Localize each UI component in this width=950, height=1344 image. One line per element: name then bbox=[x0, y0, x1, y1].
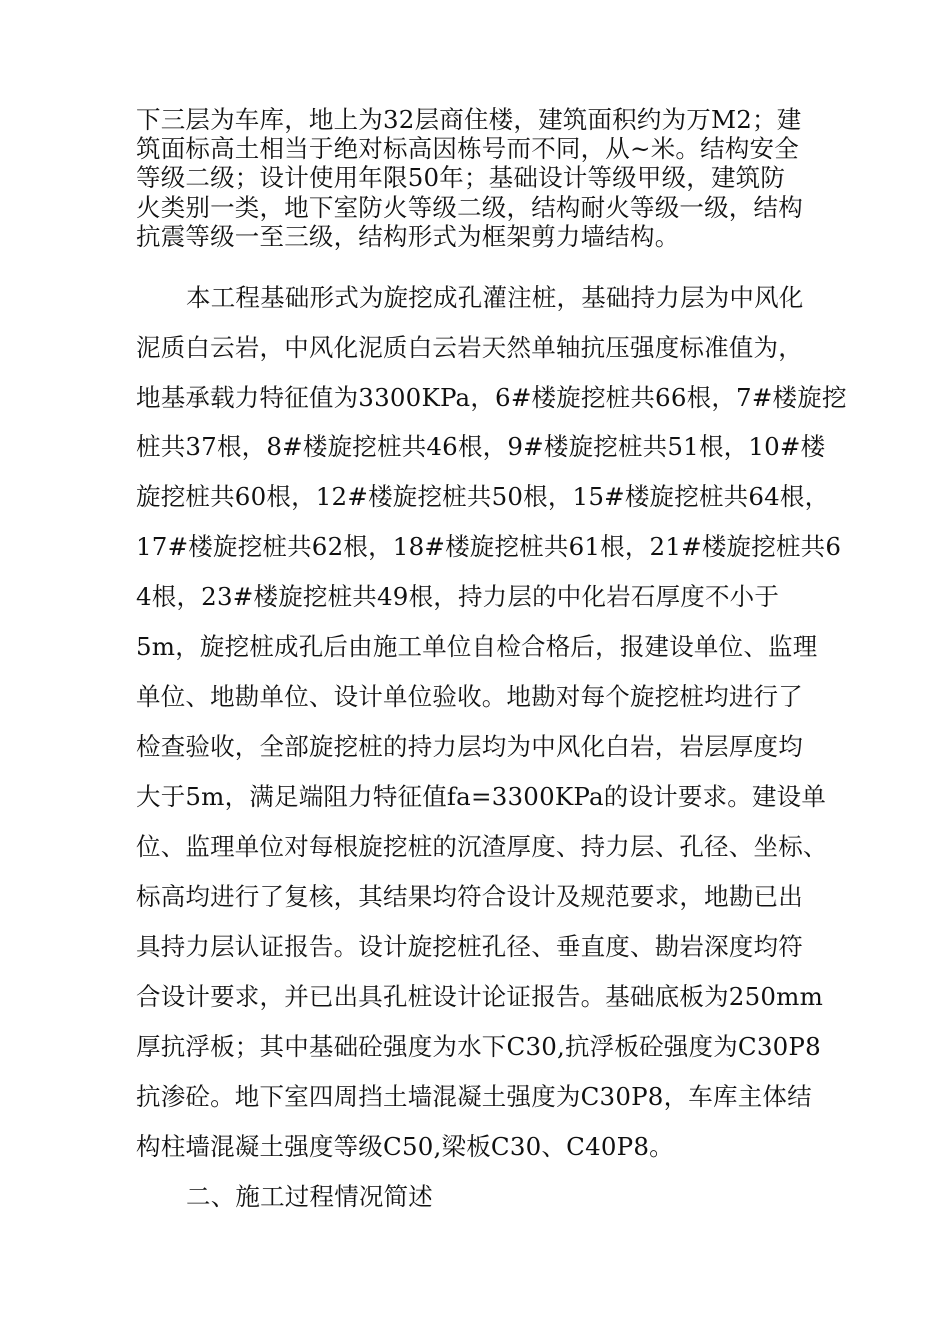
paragraph-line: 抗渗砼。地下室四周挡土墙混凝土强度为C30P8，车库主体结 bbox=[136, 1082, 812, 1111]
paragraph-line: 下三层为车库，地上为32层商住楼，建筑面积约为万M2；建 bbox=[136, 105, 802, 134]
paragraph-line: 抗震等级一至三级，结构形式为框架剪力墙结构。 bbox=[136, 222, 680, 251]
paragraph-line: 厚抗浮板；其中基础砼强度为水下C30,抗浮板砼强度为C30P8 bbox=[136, 1032, 821, 1061]
paragraph-line: 旋挖桩共60根，12#楼旋挖桩共50根，15#楼旋挖桩共64根， bbox=[136, 482, 830, 511]
paragraph-line: 检查验收，全部旋挖桩的持力层均为中风化白岩，岩层厚度均 bbox=[136, 732, 803, 761]
section-heading: 二、施工过程情况简述 bbox=[186, 1182, 433, 1211]
paragraph-line: 标高均进行了复核，其结果均符合设计及规范要求，地勘已出 bbox=[136, 882, 803, 911]
paragraph-line: 单位、地勘单位、设计单位验收。地勘对每个旋挖桩均进行了 bbox=[136, 682, 803, 711]
paragraph-line: 5m，旋挖桩成孔后由施工单位自检合格后，报建设单位、监理 bbox=[136, 632, 818, 661]
paragraph-line: 等级二级；设计使用年限50年；基础设计等级甲级，建筑防 bbox=[136, 163, 786, 192]
paragraph-line: 17#楼旋挖桩共62根，18#楼旋挖桩共61根，21#楼旋挖桩共6 bbox=[136, 532, 842, 561]
paragraph-line: 构柱墙混凝土强度等级C50,梁板C30、C40P8。 bbox=[136, 1132, 674, 1161]
paragraph-line: 合设计要求，并已出具孔桩设计论证报告。基础底板为250mm bbox=[136, 982, 824, 1011]
paragraph-line: 火类别一类，地下室防火等级二级，结构耐火等级一级，结构 bbox=[136, 193, 803, 222]
paragraph-line: 大于5m，满足端阻力特征值fa=3300KPa的设计要求。建设单 bbox=[136, 782, 827, 811]
paragraph-line: 具持力层认证报告。设计旋挖桩孔径、垂直度、勘岩深度均符 bbox=[136, 932, 803, 961]
paragraph-line: 位、监理单位对每根旋挖桩的沉渣厚度、持力层、孔径、坐标、 bbox=[136, 832, 828, 861]
paragraph-line: 泥质白云岩，中风化泥质白云岩天然单轴抗压强度标准值为， bbox=[136, 333, 803, 362]
paragraph-line: 筑面标高土相当于绝对标高因栋号而不同，从~米。结构安全 bbox=[136, 134, 799, 163]
paragraph-line: 地基承载力特征值为3300KPa，6#楼旋挖桩共66根，7#楼旋挖 bbox=[136, 383, 847, 412]
paragraph-line: 桩共37根，8#楼旋挖桩共46根，9#楼旋挖桩共51根，10#楼 bbox=[136, 432, 826, 461]
paragraph-line: 4根，23#楼旋挖桩共49根，持力层的中化岩石厚度不小于 bbox=[136, 582, 780, 611]
paragraph-line: 本工程基础形式为旋挖成孔灌注桩，基础持力层为中风化 bbox=[186, 283, 804, 312]
